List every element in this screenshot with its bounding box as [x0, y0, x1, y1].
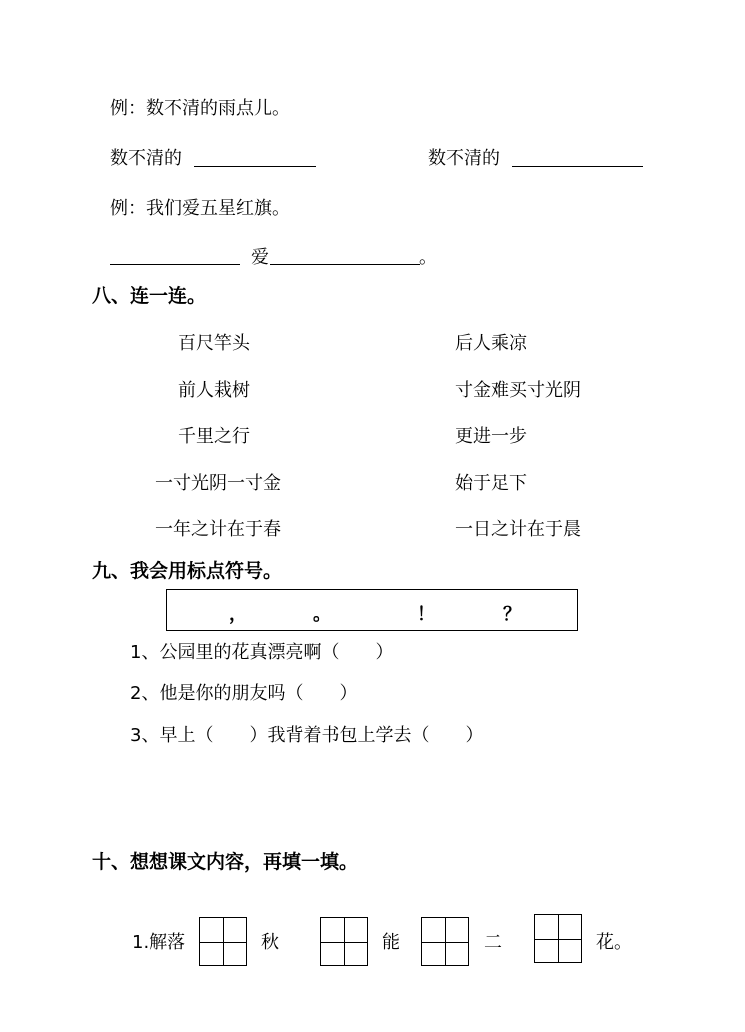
char-2: 能 — [382, 932, 400, 953]
fill-blank-object[interactable] — [270, 264, 420, 265]
question-2: 2、他是你的朋友吗（ ） — [130, 683, 358, 704]
example-sentence-1: 例：数不清的雨点儿。 — [110, 98, 290, 119]
tian-grid-box[interactable] — [320, 917, 368, 966]
fill-blank-subject[interactable] — [110, 264, 240, 265]
right-item[interactable]: 寸金难买寸光阴 — [455, 380, 581, 401]
right-item[interactable]: 更进一步 — [455, 426, 527, 447]
right-item[interactable]: 一日之计在于晨 — [455, 519, 581, 540]
section-9-heading: 九、我会用标点符号。 — [92, 560, 283, 582]
char-1: 秋 — [261, 932, 279, 953]
left-item[interactable]: 前人栽树 — [178, 380, 250, 401]
right-item[interactable]: 始于足下 — [455, 473, 527, 494]
period-mark: 。 — [313, 604, 331, 625]
tian-grid-box[interactable] — [421, 917, 469, 966]
fill-label-left: 数不清的 — [110, 148, 182, 169]
line-prefix: 1.解落 — [132, 932, 186, 953]
question-1: 1、公园里的花真漂亮啊（ ） — [130, 642, 394, 663]
fill-blank-left[interactable] — [194, 166, 316, 167]
ai-word: 爱 — [251, 247, 269, 268]
section-8-heading: 八、连一连。 — [92, 285, 207, 307]
punctuation-box — [166, 589, 578, 631]
period-mark: 。 — [419, 247, 437, 268]
fill-label-right: 数不清的 — [428, 148, 500, 169]
question-3: 3、早上（ ）我背着书包上学去（ ） — [130, 725, 484, 746]
tian-grid-box[interactable] — [534, 914, 582, 963]
char-4: 花。 — [596, 932, 632, 953]
char-3: 二 — [484, 932, 502, 953]
exclamation-mark: ！ — [417, 604, 435, 625]
left-item[interactable]: 一年之计在于春 — [155, 519, 281, 540]
comma-mark: ， — [229, 604, 247, 625]
tian-grid-box[interactable] — [199, 917, 247, 966]
section-10-heading: 十、想想课文内容，再填一填。 — [92, 851, 359, 873]
fill-blank-right[interactable] — [512, 166, 643, 167]
left-item[interactable]: 千里之行 — [178, 426, 250, 447]
left-item[interactable]: 一寸光阴一寸金 — [155, 473, 281, 494]
example-sentence-2: 例：我们爱五星红旗。 — [110, 198, 290, 219]
right-item[interactable]: 后人乘凉 — [455, 333, 527, 354]
left-item[interactable]: 百尺竿头 — [178, 333, 250, 354]
question-mark: ？ — [503, 604, 521, 625]
